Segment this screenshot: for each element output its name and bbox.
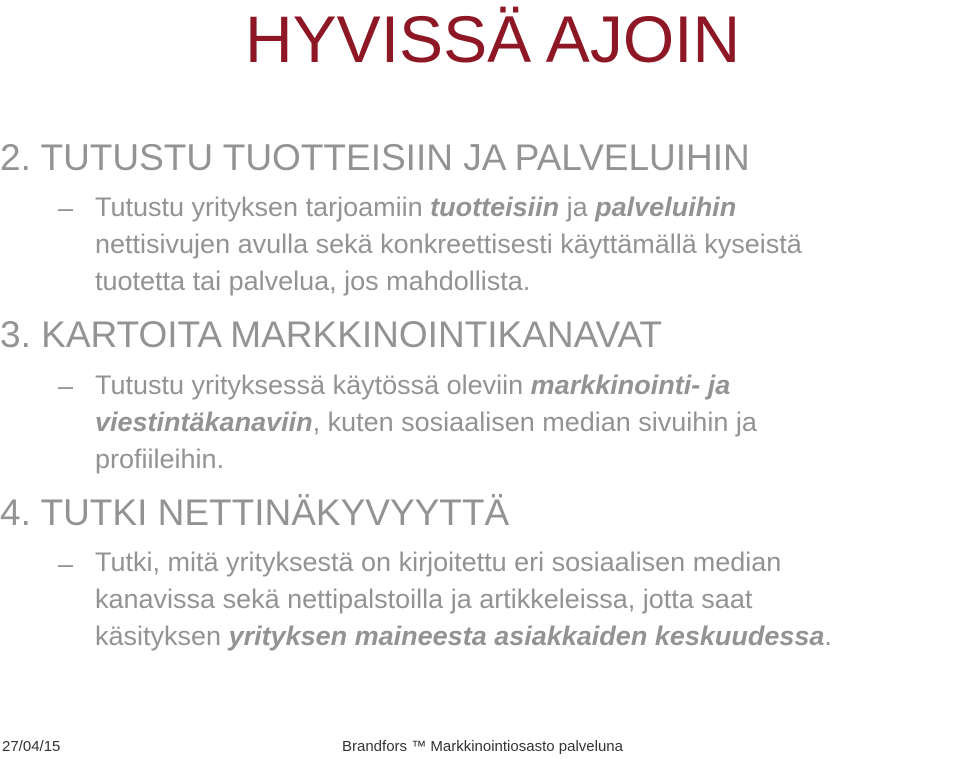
text-line: Tutustu yrityksessä käytössä oleviin <box>95 370 531 400</box>
text-line: Tutki, mitä yrityksestä on kirjoitettu eri sosiaalisen median <box>95 547 782 577</box>
text-line: kanavissa sekä nettipalstoilla ja artikkeleissa, jotta saat <box>95 584 753 614</box>
emphasis-reputation: yrityksen maineesta asiakkaiden keskuudessa <box>228 621 825 651</box>
slide-title: HYVISSÄ AJOIN <box>245 2 741 76</box>
emphasis-marketing: markkinointi- ja <box>530 370 731 400</box>
bullet-dash: – <box>58 193 74 223</box>
emphasis-products: tuotteisiin <box>430 192 560 222</box>
text-line: profiileihin. <box>95 444 225 474</box>
emphasis-channels: viestintäkanaviin <box>95 407 313 437</box>
section-text-products <box>95 189 802 300</box>
text-line: . <box>824 621 832 651</box>
text-line: tuotetta tai palvelua, jos mahdollista. <box>95 266 531 296</box>
bullet-dash: – <box>58 549 74 579</box>
bullet-dash: – <box>58 371 74 401</box>
footer-source: Brandfors ™ Markkinointiosasto palveluna <box>342 738 623 755</box>
text-line: nettisivujen avulla sekä konkreettisesti käyttämällä kyseistä <box>95 229 802 259</box>
text-line: Tutustu yrityksen tarjoamiin <box>95 192 431 222</box>
section-text-visibility <box>95 544 832 655</box>
text-line: käsityksen <box>95 621 229 651</box>
section-heading-channels: 3. KARTOITA MARKKINOINTIKANAVAT <box>0 314 663 355</box>
section-heading-products: 2. TUTUSTU TUOTTEISIIN JA PALVELUIHIN <box>0 137 750 178</box>
footer-date: 27/04/15 <box>2 738 61 755</box>
section-text-channels <box>95 367 757 478</box>
text-line: ja <box>559 192 596 222</box>
emphasis-services: palveluihin <box>595 192 737 222</box>
section-heading-visibility: 4. TUTKI NETTINÄKYVYYTTÄ <box>0 492 510 533</box>
text-line: , kuten sosiaalisen median sivuihin ja <box>312 407 757 437</box>
